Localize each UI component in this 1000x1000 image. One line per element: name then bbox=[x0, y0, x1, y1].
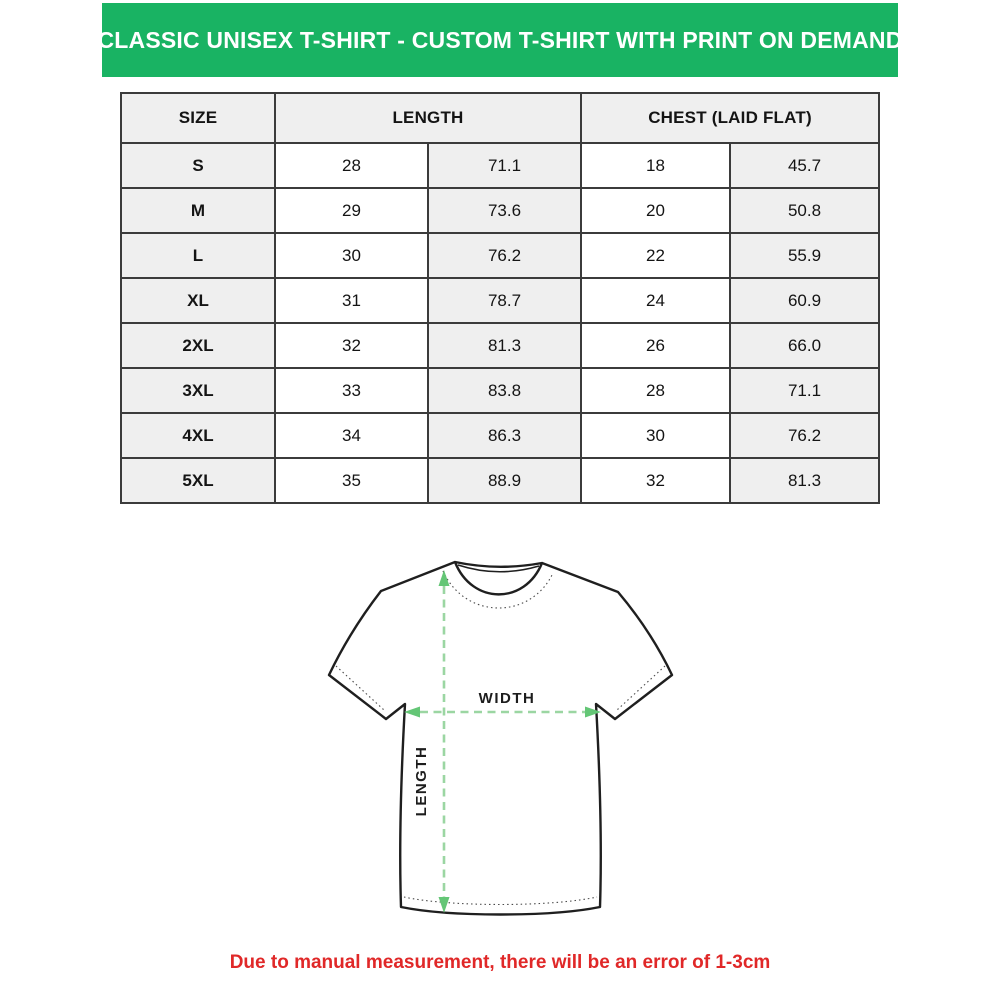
cell-chest-in: 30 bbox=[581, 413, 730, 458]
cell-length-cm: 88.9 bbox=[428, 458, 581, 503]
size-table bbox=[120, 92, 880, 504]
cell-chest-cm: 45.7 bbox=[730, 143, 879, 188]
cell-size: XL bbox=[121, 278, 275, 323]
cell-chest-cm: 66.0 bbox=[730, 323, 879, 368]
table-row bbox=[121, 188, 879, 233]
col-header-size: SIZE bbox=[121, 93, 275, 143]
table-row bbox=[121, 458, 879, 503]
cell-chest-cm: 76.2 bbox=[730, 413, 879, 458]
cell-chest-cm: 71.1 bbox=[730, 368, 879, 413]
cell-length-cm: 73.6 bbox=[428, 188, 581, 233]
cell-chest-in: 24 bbox=[581, 278, 730, 323]
cell-chest-in: 22 bbox=[581, 233, 730, 278]
cell-length-in: 34 bbox=[275, 413, 428, 458]
cell-chest-in: 26 bbox=[581, 323, 730, 368]
cell-length-in: 30 bbox=[275, 233, 428, 278]
cell-length-cm: 71.1 bbox=[428, 143, 581, 188]
cell-length-cm: 86.3 bbox=[428, 413, 581, 458]
cell-chest-cm: 60.9 bbox=[730, 278, 879, 323]
cell-chest-in: 20 bbox=[581, 188, 730, 233]
cell-chest-cm: 81.3 bbox=[730, 458, 879, 503]
cell-length-in: 31 bbox=[275, 278, 428, 323]
table-row bbox=[121, 233, 879, 278]
cell-size: L bbox=[121, 233, 275, 278]
cell-length-cm: 78.7 bbox=[428, 278, 581, 323]
cell-chest-cm: 55.9 bbox=[730, 233, 879, 278]
measurement-note: Due to manual measurement, there will be an error of 1-3cm bbox=[229, 952, 771, 973]
cell-length-in: 28 bbox=[275, 143, 428, 188]
cell-length-in: 29 bbox=[275, 188, 428, 233]
table-row bbox=[121, 413, 879, 458]
table-row bbox=[121, 323, 879, 368]
table-row bbox=[121, 143, 879, 188]
cell-chest-in: 28 bbox=[581, 368, 730, 413]
table-row bbox=[121, 368, 879, 413]
cell-size: S bbox=[121, 143, 275, 188]
cell-size: 2XL bbox=[121, 323, 275, 368]
width-label: WIDTH bbox=[478, 690, 536, 707]
cell-length-in: 35 bbox=[275, 458, 428, 503]
cell-length-cm: 76.2 bbox=[428, 233, 581, 278]
col-header-chest: CHEST (LAID FLAT) bbox=[581, 93, 879, 143]
col-header-length: LENGTH bbox=[275, 93, 581, 143]
table-row bbox=[121, 278, 879, 323]
size-table-body bbox=[121, 143, 879, 503]
length-label: LENGTH bbox=[413, 745, 430, 817]
cell-length-in: 33 bbox=[275, 368, 428, 413]
title-banner bbox=[97, 3, 903, 77]
cell-length-cm: 81.3 bbox=[428, 323, 581, 368]
cell-size: 4XL bbox=[121, 413, 275, 458]
table-header-row bbox=[121, 93, 879, 143]
cell-size: M bbox=[121, 188, 275, 233]
cell-size: 3XL bbox=[121, 368, 275, 413]
cell-chest-in: 18 bbox=[581, 143, 730, 188]
cell-length-cm: 83.8 bbox=[428, 368, 581, 413]
page-title: CLASSIC UNISEX T-SHIRT - CUSTOM T-SHIRT WITH PRINT ON DEMAND bbox=[97, 26, 903, 53]
cell-length-in: 32 bbox=[275, 323, 428, 368]
tshirt-outline bbox=[329, 562, 672, 915]
cell-chest-in: 32 bbox=[581, 458, 730, 503]
tshirt-measurement-diagram bbox=[300, 545, 700, 935]
cell-chest-cm: 50.8 bbox=[730, 188, 879, 233]
cell-size: 5XL bbox=[121, 458, 275, 503]
